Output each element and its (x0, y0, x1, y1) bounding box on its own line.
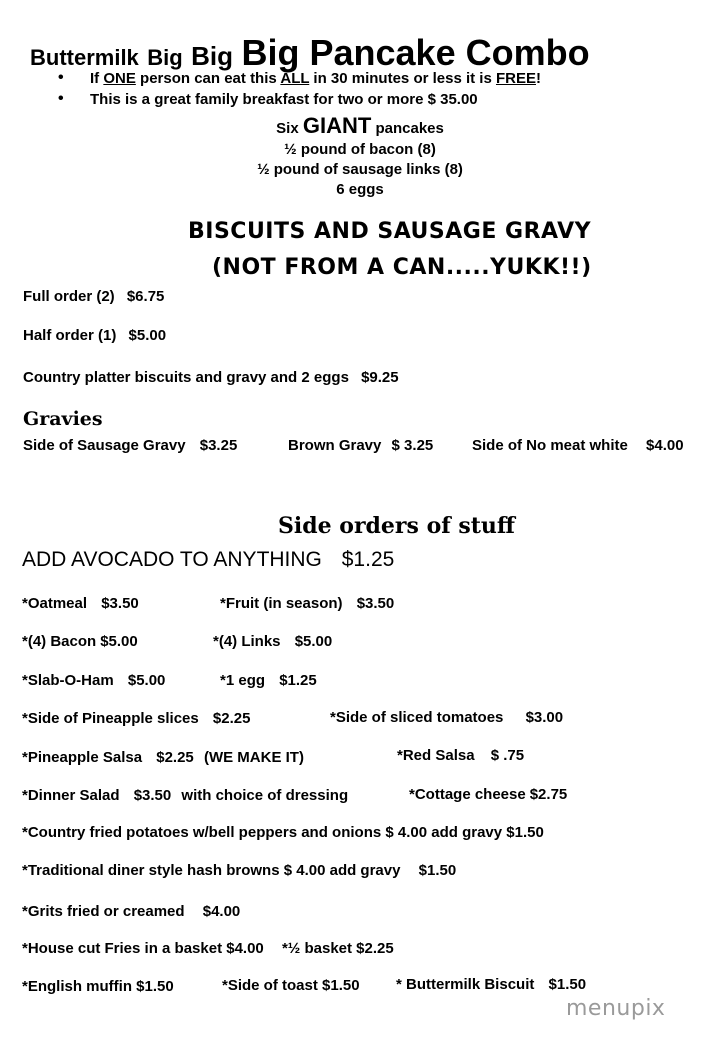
side-links (213, 633, 332, 650)
combo-bullets (58, 70, 541, 112)
combo-price-item: • This is a great family breakfast for two or more $ 35.00 (58, 91, 541, 112)
combo-title-word-3: Big (191, 41, 234, 71)
item-price: $9.25 (361, 369, 399, 386)
item-price: $5.00 (128, 327, 167, 344)
combo-bacon-line: ½ pound of bacon (8) (284, 141, 436, 158)
item-name: *Side of Pineapple slices (22, 710, 199, 727)
item-name: *Dinner Salad (22, 787, 120, 804)
side-fruit (220, 595, 394, 612)
combo-sausage-line: ½ pound of sausage links (8) (257, 161, 463, 178)
item-name: Side of No meat white (472, 437, 628, 454)
side-oatmeal (22, 595, 139, 612)
gravies-heading: Gravies (23, 408, 103, 430)
combo-rule-item (58, 70, 541, 91)
item-half-basket: *½ basket $2.25 (281, 940, 394, 957)
gravy-white (472, 437, 684, 454)
side-toast: *Side of toast $1.50 (222, 977, 360, 994)
biscuits-full-order (23, 288, 164, 305)
combo-eggs-line: 6 eggs (336, 181, 384, 198)
combo-title-word-4: Big Pancake Combo (241, 32, 590, 73)
combo-title (30, 32, 590, 74)
combo-title-word-1: Buttermilk (30, 45, 139, 70)
item-name: *Slab-O-Ham (22, 672, 114, 689)
biscuits-heading-line-1: BISCUITS AND SAUSAGE GRAVY (188, 219, 592, 244)
gravy-sausage (23, 437, 237, 454)
item-price: $1.50 (548, 976, 587, 993)
side-hash-browns (22, 862, 456, 879)
item-price: $5.00 (100, 633, 138, 650)
bullet-emphasis-free: FREE (495, 70, 536, 87)
item-name: *Pineapple Salsa (22, 749, 143, 766)
side-egg (220, 672, 317, 689)
item-name: *Cottage cheese (409, 786, 526, 803)
bullet-emphasis-all: ALL (280, 70, 310, 87)
sides-heading: Side orders of stuff (278, 513, 515, 539)
side-english-muffin: *English muffin $1.50 (22, 978, 174, 995)
item-name: *(4) Bacon (22, 633, 97, 650)
side-pineapple-salsa (22, 749, 304, 766)
avocado-price: $1.25 (341, 548, 395, 571)
item-name: Full order (2) (23, 288, 115, 305)
item-price: $2.75 (529, 786, 568, 803)
side-red-salsa (397, 747, 524, 764)
pancakes-text: Six (276, 120, 303, 137)
biscuits-country-platter (23, 369, 399, 386)
item-name: *House cut Fries in a basket $4.00 (22, 940, 264, 957)
bullet-emphasis-one: ONE (103, 70, 136, 87)
item-price: $5.00 (294, 633, 333, 650)
side-grits (22, 903, 240, 920)
item-name: Side of Sausage Gravy (23, 437, 186, 454)
combo-pancakes-line (0, 113, 720, 139)
item-price: $3.50 (101, 595, 139, 612)
item-name: Country platter biscuits and gravy and 2 eggs (23, 369, 349, 386)
side-tomatoes (330, 709, 563, 726)
combo-title-word-2: Big (147, 45, 183, 70)
item-price: $3.25 (199, 437, 238, 454)
item-name: *Red Salsa (397, 747, 475, 764)
gravy-brown (288, 437, 433, 454)
item-price: $1.25 (279, 672, 317, 689)
side-dinner-salad (22, 787, 348, 804)
item-name: *(4) Links (213, 633, 281, 650)
avocado-text: ADD AVOCADO TO ANYTHING (22, 548, 322, 571)
watermark-logo: menupix (566, 996, 666, 1021)
item-price: $5.00 (127, 672, 166, 689)
pancakes-giant: GIANT (302, 113, 372, 138)
side-cottage-cheese (409, 786, 567, 803)
bullet-text: ! (536, 70, 541, 87)
side-country-potatoes: *Country fried potatoes w/bell peppers and onions $ 4.00 add gravy $1.50 (22, 824, 544, 841)
item-name: *Oatmeal (22, 595, 88, 612)
side-fries (22, 940, 394, 957)
side-pineapple-slices (22, 710, 250, 727)
item-price: $ .75 (490, 747, 525, 764)
item-price: $1.50 (418, 862, 457, 879)
item-price: $3.50 (356, 595, 395, 612)
pancakes-text: pancakes (371, 120, 444, 137)
side-buttermilk-biscuit (396, 976, 586, 993)
item-name: *Fruit (in season) (220, 595, 343, 612)
item-note: (WE MAKE IT) (203, 749, 304, 766)
biscuits-heading-line-2: (NOT FROM A CAN.....YUKK!!) (212, 255, 592, 280)
side-bacon (22, 633, 138, 650)
item-price: $2.25 (156, 749, 194, 766)
item-name: *Grits fried or creamed (22, 903, 185, 920)
item-name: * Buttermilk Biscuit (396, 976, 535, 993)
item-name: *1 egg (220, 672, 266, 689)
item-name: *Traditional diner style hash browns $ 4.00 add gravy (22, 862, 401, 879)
bullet-text: If (90, 70, 104, 87)
item-price: $2.25 (212, 710, 251, 727)
item-price: $4.00 (202, 903, 241, 920)
item-note: with choice of dressing (181, 787, 349, 804)
item-price: $3.50 (133, 787, 172, 804)
bullet-text: person can eat this (135, 70, 281, 87)
bullet-text: in 30 minutes or less it is (309, 70, 496, 87)
item-price: $6.75 (126, 288, 165, 305)
item-name: Brown Gravy (288, 437, 382, 454)
item-name: *Side of sliced tomatoes (330, 709, 504, 726)
item-price: $4.00 (646, 437, 684, 454)
side-ham (22, 672, 165, 689)
item-price: $3.00 (525, 709, 564, 726)
item-price: $ 3.25 (391, 437, 434, 454)
biscuits-half-order (23, 327, 166, 344)
item-name: Half order (1) (23, 327, 117, 344)
avocado-line (22, 548, 394, 572)
